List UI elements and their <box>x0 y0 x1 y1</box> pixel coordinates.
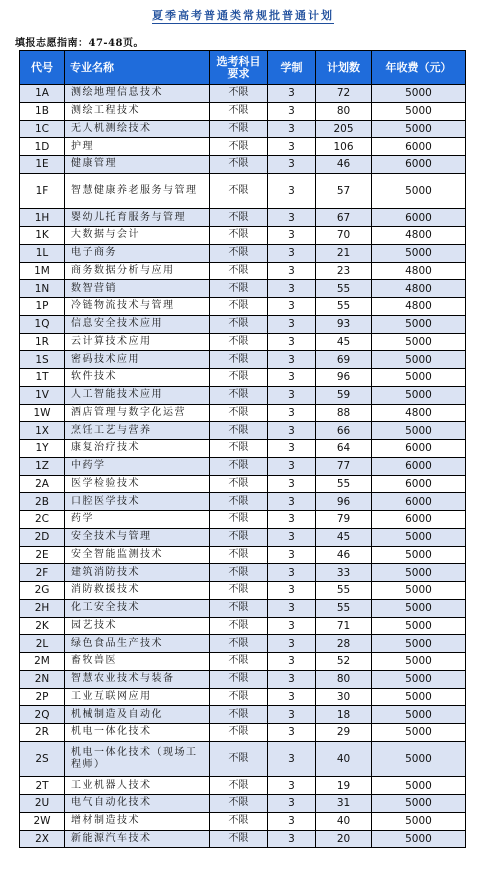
table-cell-plan: 77 <box>316 457 372 475</box>
table-cell-plan: 96 <box>316 369 372 387</box>
table-cell-code: 1W <box>20 404 65 422</box>
table-cell-subject-req: 不限 <box>210 617 268 635</box>
table-cell-major: 工业机器人技术 <box>65 777 210 795</box>
table-cell-years: 3 <box>268 511 316 529</box>
table-cell-fee: 5000 <box>372 812 466 830</box>
table-row <box>20 102 466 120</box>
table-cell-years: 3 <box>268 422 316 440</box>
table-cell-years: 3 <box>268 493 316 511</box>
table-cell-major: 电子商务 <box>65 244 210 262</box>
table-cell-fee: 6000 <box>372 457 466 475</box>
table-cell-major: 无人机测绘技术 <box>65 120 210 138</box>
table-header-row <box>20 51 466 85</box>
table-cell-subject-req: 不限 <box>210 830 268 848</box>
table-cell-years: 3 <box>268 617 316 635</box>
header-plan: 计划数 <box>316 51 372 85</box>
table-cell-code: 1A <box>20 85 65 103</box>
table-cell-fee: 5000 <box>372 795 466 813</box>
table-cell-plan: 205 <box>316 120 372 138</box>
table-cell-code: 1V <box>20 386 65 404</box>
table-row <box>20 156 466 174</box>
table-cell-major: 增材制造技术 <box>65 812 210 830</box>
table-cell-fee: 5000 <box>372 635 466 653</box>
table-cell-years: 3 <box>268 564 316 582</box>
table-cell-code: 1D <box>20 138 65 156</box>
table-cell-subject-req: 不限 <box>210 812 268 830</box>
table-row <box>20 85 466 103</box>
table-cell-major: 数智营销 <box>65 280 210 298</box>
table-cell-code: 1Y <box>20 440 65 458</box>
table-cell-major: 云计算技术应用 <box>65 333 210 351</box>
table-cell-plan: 69 <box>316 351 372 369</box>
table-cell-subject-req: 不限 <box>210 209 268 227</box>
table-cell-fee: 5000 <box>372 653 466 671</box>
table-cell-subject-req: 不限 <box>210 599 268 617</box>
table-row <box>20 741 466 777</box>
table-cell-fee: 5000 <box>372 369 466 387</box>
table-cell-fee: 5000 <box>372 617 466 635</box>
table-cell-fee: 5000 <box>372 706 466 724</box>
table-cell-years: 3 <box>268 262 316 280</box>
table-cell-major: 口腔医学技术 <box>65 493 210 511</box>
table-cell-code: 2M <box>20 653 65 671</box>
table-cell-years: 3 <box>268 351 316 369</box>
table-cell-plan: 59 <box>316 386 372 404</box>
table-cell-code: 1P <box>20 298 65 316</box>
table-row <box>20 724 466 742</box>
table-cell-subject-req: 不限 <box>210 653 268 671</box>
table-cell-major: 安全技术与管理 <box>65 528 210 546</box>
table-cell-major: 智慧农业技术与装备 <box>65 670 210 688</box>
guide-note: 填报志愿指南：47-48页。 <box>15 38 144 49</box>
table-cell-plan: 20 <box>316 830 372 848</box>
table-cell-code: 2P <box>20 688 65 706</box>
table-row <box>20 511 466 529</box>
table-cell-fee: 4800 <box>372 298 466 316</box>
table-cell-code: 2E <box>20 546 65 564</box>
table-row <box>20 173 466 209</box>
table-row <box>20 404 466 422</box>
header-subject-req: 选考科目要求 <box>210 51 268 85</box>
table-row <box>20 564 466 582</box>
table-cell-plan: 46 <box>316 546 372 564</box>
table-row <box>20 280 466 298</box>
table-cell-fee: 5000 <box>372 688 466 706</box>
table-cell-years: 3 <box>268 138 316 156</box>
table-row <box>20 262 466 280</box>
table-cell-major: 机电一体化技术 <box>65 724 210 742</box>
table-cell-plan: 80 <box>316 102 372 120</box>
table-cell-major: 园艺技术 <box>65 617 210 635</box>
table-cell-major: 医学检验技术 <box>65 475 210 493</box>
table-cell-years: 3 <box>268 244 316 262</box>
table-cell-years: 3 <box>268 209 316 227</box>
table-cell-plan: 72 <box>316 85 372 103</box>
table-cell-fee: 4800 <box>372 404 466 422</box>
table-cell-fee: 5000 <box>372 724 466 742</box>
table-cell-subject-req: 不限 <box>210 280 268 298</box>
table-cell-fee: 6000 <box>372 475 466 493</box>
table-cell-code: 1T <box>20 369 65 387</box>
table-cell-subject-req: 不限 <box>210 475 268 493</box>
table-cell-plan: 79 <box>316 511 372 529</box>
table-row <box>20 457 466 475</box>
table-cell-major: 护理 <box>65 138 210 156</box>
table-cell-subject-req: 不限 <box>210 262 268 280</box>
table-row <box>20 120 466 138</box>
table-cell-plan: 71 <box>316 617 372 635</box>
table-row <box>20 670 466 688</box>
table-cell-code: 2A <box>20 475 65 493</box>
table-cell-years: 3 <box>268 688 316 706</box>
table-cell-subject-req: 不限 <box>210 138 268 156</box>
table-cell-plan: 18 <box>316 706 372 724</box>
table-row <box>20 493 466 511</box>
table-cell-fee: 5000 <box>372 599 466 617</box>
table-cell-code: 2B <box>20 493 65 511</box>
table-cell-major: 智慧健康养老服务与管理 <box>65 173 210 209</box>
table-cell-code: 2R <box>20 724 65 742</box>
table-cell-code: 2N <box>20 670 65 688</box>
table-cell-plan: 70 <box>316 227 372 245</box>
table-cell-major: 电气自动化技术 <box>65 795 210 813</box>
table-row <box>20 298 466 316</box>
table-cell-subject-req: 不限 <box>210 102 268 120</box>
table-cell-years: 3 <box>268 156 316 174</box>
table-row <box>20 475 466 493</box>
table-cell-major: 畜牧兽医 <box>65 653 210 671</box>
table-row <box>20 440 466 458</box>
table-cell-years: 3 <box>268 706 316 724</box>
table-row <box>20 830 466 848</box>
table-cell-subject-req: 不限 <box>210 351 268 369</box>
table-cell-plan: 46 <box>316 156 372 174</box>
table-cell-code: 1B <box>20 102 65 120</box>
table-cell-plan: 96 <box>316 493 372 511</box>
table-row <box>20 688 466 706</box>
table-cell-plan: 31 <box>316 795 372 813</box>
table-cell-code: 1K <box>20 227 65 245</box>
table-cell-plan: 64 <box>316 440 372 458</box>
table-cell-plan: 45 <box>316 333 372 351</box>
table-cell-subject-req: 不限 <box>210 706 268 724</box>
table-cell-subject-req: 不限 <box>210 156 268 174</box>
page-title-text: 夏季高考普通类常规批普通计划 <box>152 9 334 22</box>
table-cell-subject-req: 不限 <box>210 670 268 688</box>
table-cell-subject-req: 不限 <box>210 795 268 813</box>
table-row <box>20 528 466 546</box>
table-cell-fee: 5000 <box>372 120 466 138</box>
table-cell-code: 2F <box>20 564 65 582</box>
table-cell-years: 3 <box>268 85 316 103</box>
table-cell-code: 2C <box>20 511 65 529</box>
table-cell-plan: 21 <box>316 244 372 262</box>
table-cell-subject-req: 不限 <box>210 564 268 582</box>
table-cell-years: 3 <box>268 599 316 617</box>
table-cell-fee: 6000 <box>372 138 466 156</box>
table-cell-fee: 4800 <box>372 280 466 298</box>
table-cell-subject-req: 不限 <box>210 528 268 546</box>
table-cell-plan: 28 <box>316 635 372 653</box>
table-cell-years: 3 <box>268 830 316 848</box>
table-row <box>20 351 466 369</box>
table-row <box>20 546 466 564</box>
table-cell-fee: 5000 <box>372 351 466 369</box>
table-cell-subject-req: 不限 <box>210 635 268 653</box>
table-cell-code: 2Q <box>20 706 65 724</box>
table-cell-subject-req: 不限 <box>210 777 268 795</box>
table-cell-code: 2U <box>20 795 65 813</box>
table-cell-subject-req: 不限 <box>210 688 268 706</box>
table-row <box>20 812 466 830</box>
table-cell-subject-req: 不限 <box>210 227 268 245</box>
table-cell-subject-req: 不限 <box>210 120 268 138</box>
table-cell-years: 3 <box>268 440 316 458</box>
table-cell-plan: 88 <box>316 404 372 422</box>
table-cell-plan: 40 <box>316 812 372 830</box>
table-cell-plan: 55 <box>316 599 372 617</box>
table-cell-major: 中药学 <box>65 457 210 475</box>
table-cell-years: 3 <box>268 582 316 600</box>
table-cell-code: 1N <box>20 280 65 298</box>
table-cell-plan: 93 <box>316 315 372 333</box>
table-cell-plan: 106 <box>316 138 372 156</box>
table-cell-plan: 23 <box>316 262 372 280</box>
table-cell-fee: 4800 <box>372 227 466 245</box>
table-cell-code: 1R <box>20 333 65 351</box>
table-cell-code: 2S <box>20 741 65 777</box>
table-cell-code: 2L <box>20 635 65 653</box>
table-row <box>20 209 466 227</box>
table-cell-code: 1H <box>20 209 65 227</box>
table-cell-years: 3 <box>268 475 316 493</box>
table-cell-years: 3 <box>268 315 316 333</box>
table-cell-major: 大数据与会计 <box>65 227 210 245</box>
table-cell-fee: 5000 <box>372 582 466 600</box>
table-cell-plan: 45 <box>316 528 372 546</box>
table-cell-code: 1C <box>20 120 65 138</box>
table-row <box>20 706 466 724</box>
table-cell-major: 测绘地理信息技术 <box>65 85 210 103</box>
table-cell-major: 婴幼儿托育服务与管理 <box>65 209 210 227</box>
table-cell-fee: 6000 <box>372 511 466 529</box>
table-cell-fee: 6000 <box>372 440 466 458</box>
table-cell-years: 3 <box>268 670 316 688</box>
table-cell-years: 3 <box>268 333 316 351</box>
table-cell-major: 机械制造及自动化 <box>65 706 210 724</box>
table-cell-code: 1Z <box>20 457 65 475</box>
table-cell-subject-req: 不限 <box>210 741 268 777</box>
table-cell-plan: 55 <box>316 298 372 316</box>
table-row <box>20 138 466 156</box>
table-cell-plan: 55 <box>316 475 372 493</box>
table-cell-years: 3 <box>268 812 316 830</box>
table-cell-fee: 5000 <box>372 422 466 440</box>
table-row <box>20 777 466 795</box>
table-row <box>20 582 466 600</box>
table-row <box>20 369 466 387</box>
table-cell-fee: 6000 <box>372 156 466 174</box>
table-cell-years: 3 <box>268 635 316 653</box>
table-cell-years: 3 <box>268 369 316 387</box>
table-cell-code: 1X <box>20 422 65 440</box>
table-cell-fee: 6000 <box>372 493 466 511</box>
table-cell-years: 3 <box>268 546 316 564</box>
table-cell-years: 3 <box>268 741 316 777</box>
table-cell-plan: 29 <box>316 724 372 742</box>
table-cell-plan: 33 <box>316 564 372 582</box>
table-cell-code: 1S <box>20 351 65 369</box>
table-cell-subject-req: 不限 <box>210 440 268 458</box>
table-cell-major: 信息安全技术应用 <box>65 315 210 333</box>
table-cell-major: 康复治疗技术 <box>65 440 210 458</box>
table-cell-subject-req: 不限 <box>210 582 268 600</box>
table-cell-fee: 5000 <box>372 564 466 582</box>
table-cell-major: 软件技术 <box>65 369 210 387</box>
table-cell-code: 1M <box>20 262 65 280</box>
header-fee: 年收费（元） <box>372 51 466 85</box>
table-cell-fee: 5000 <box>372 741 466 777</box>
table-row <box>20 386 466 404</box>
table-cell-major: 工业互联网应用 <box>65 688 210 706</box>
table-cell-years: 3 <box>268 173 316 209</box>
table-cell-major: 消防救援技术 <box>65 582 210 600</box>
plan-table <box>19 50 466 848</box>
table-cell-plan: 55 <box>316 280 372 298</box>
table-cell-major: 烹饪工艺与营养 <box>65 422 210 440</box>
table-cell-fee: 5000 <box>372 173 466 209</box>
table-cell-code: 2D <box>20 528 65 546</box>
table-cell-fee: 5000 <box>372 830 466 848</box>
table-cell-major: 药学 <box>65 511 210 529</box>
table-cell-major: 密码技术应用 <box>65 351 210 369</box>
table-cell-fee: 5000 <box>372 244 466 262</box>
table-cell-major: 建筑消防技术 <box>65 564 210 582</box>
table-cell-fee: 5000 <box>372 546 466 564</box>
table-cell-years: 3 <box>268 724 316 742</box>
table-cell-subject-req: 不限 <box>210 298 268 316</box>
table-cell-subject-req: 不限 <box>210 422 268 440</box>
table-row <box>20 795 466 813</box>
table-cell-code: 2H <box>20 599 65 617</box>
table-cell-subject-req: 不限 <box>210 244 268 262</box>
table-cell-subject-req: 不限 <box>210 315 268 333</box>
table-cell-plan: 66 <box>316 422 372 440</box>
table-cell-years: 3 <box>268 777 316 795</box>
table-cell-code: 2W <box>20 812 65 830</box>
table-cell-plan: 80 <box>316 670 372 688</box>
table-cell-major: 冷链物流技术与管理 <box>65 298 210 316</box>
table-cell-subject-req: 不限 <box>210 724 268 742</box>
table-cell-years: 3 <box>268 102 316 120</box>
table-cell-major: 测绘工程技术 <box>65 102 210 120</box>
table-cell-fee: 5000 <box>372 777 466 795</box>
table-cell-fee: 5000 <box>372 102 466 120</box>
table-cell-major: 机电一体化技术（现场工程师） <box>65 741 210 777</box>
table-cell-major: 化工安全技术 <box>65 599 210 617</box>
table-cell-subject-req: 不限 <box>210 546 268 564</box>
table-cell-years: 3 <box>268 457 316 475</box>
table-cell-subject-req: 不限 <box>210 386 268 404</box>
table-cell-subject-req: 不限 <box>210 511 268 529</box>
table-row <box>20 599 466 617</box>
table-cell-major: 健康管理 <box>65 156 210 174</box>
table-cell-fee: 4800 <box>372 262 466 280</box>
table-cell-code: 1E <box>20 156 65 174</box>
table-cell-plan: 67 <box>316 209 372 227</box>
table-row <box>20 227 466 245</box>
table-cell-years: 3 <box>268 653 316 671</box>
table-row <box>20 653 466 671</box>
table-cell-years: 3 <box>268 404 316 422</box>
table-cell-fee: 5000 <box>372 528 466 546</box>
table-row <box>20 422 466 440</box>
page-title <box>0 7 486 23</box>
table-cell-years: 3 <box>268 528 316 546</box>
table-row <box>20 617 466 635</box>
table-cell-subject-req: 不限 <box>210 85 268 103</box>
table-cell-subject-req: 不限 <box>210 404 268 422</box>
table-cell-plan: 19 <box>316 777 372 795</box>
table-cell-years: 3 <box>268 795 316 813</box>
table-cell-subject-req: 不限 <box>210 173 268 209</box>
table-row <box>20 333 466 351</box>
table-cell-subject-req: 不限 <box>210 369 268 387</box>
table-cell-code: 1Q <box>20 315 65 333</box>
table-cell-plan: 52 <box>316 653 372 671</box>
table-cell-fee: 5000 <box>372 333 466 351</box>
table-cell-major: 安全智能监测技术 <box>65 546 210 564</box>
table-cell-plan: 55 <box>316 582 372 600</box>
table-cell-fee: 5000 <box>372 85 466 103</box>
header-major: 专业名称 <box>65 51 210 85</box>
table-row <box>20 635 466 653</box>
table-cell-major: 酒店管理与数字化运营 <box>65 404 210 422</box>
table-row <box>20 244 466 262</box>
table-cell-code: 2T <box>20 777 65 795</box>
table-cell-subject-req: 不限 <box>210 457 268 475</box>
table-cell-plan: 40 <box>316 741 372 777</box>
table-cell-code: 2X <box>20 830 65 848</box>
header-code: 代号 <box>20 51 65 85</box>
table-row <box>20 315 466 333</box>
table-cell-fee: 5000 <box>372 315 466 333</box>
table-cell-code: 1F <box>20 173 65 209</box>
table-cell-fee: 6000 <box>372 209 466 227</box>
table-cell-major: 绿色食品生产技术 <box>65 635 210 653</box>
table-cell-major: 商务数据分析与应用 <box>65 262 210 280</box>
table-cell-major: 人工智能技术应用 <box>65 386 210 404</box>
table-cell-subject-req: 不限 <box>210 333 268 351</box>
table-cell-years: 3 <box>268 227 316 245</box>
table-cell-code: 1L <box>20 244 65 262</box>
header-years: 学制 <box>268 51 316 85</box>
table-cell-fee: 5000 <box>372 386 466 404</box>
table-cell-years: 3 <box>268 120 316 138</box>
table-cell-subject-req: 不限 <box>210 493 268 511</box>
table-cell-plan: 30 <box>316 688 372 706</box>
table-cell-code: 2G <box>20 582 65 600</box>
table-cell-years: 3 <box>268 298 316 316</box>
table-cell-major: 新能源汽车技术 <box>65 830 210 848</box>
table-cell-years: 3 <box>268 280 316 298</box>
table-cell-fee: 5000 <box>372 670 466 688</box>
table-cell-plan: 57 <box>316 173 372 209</box>
table-cell-code: 2K <box>20 617 65 635</box>
table-body <box>20 85 466 848</box>
table-cell-years: 3 <box>268 386 316 404</box>
